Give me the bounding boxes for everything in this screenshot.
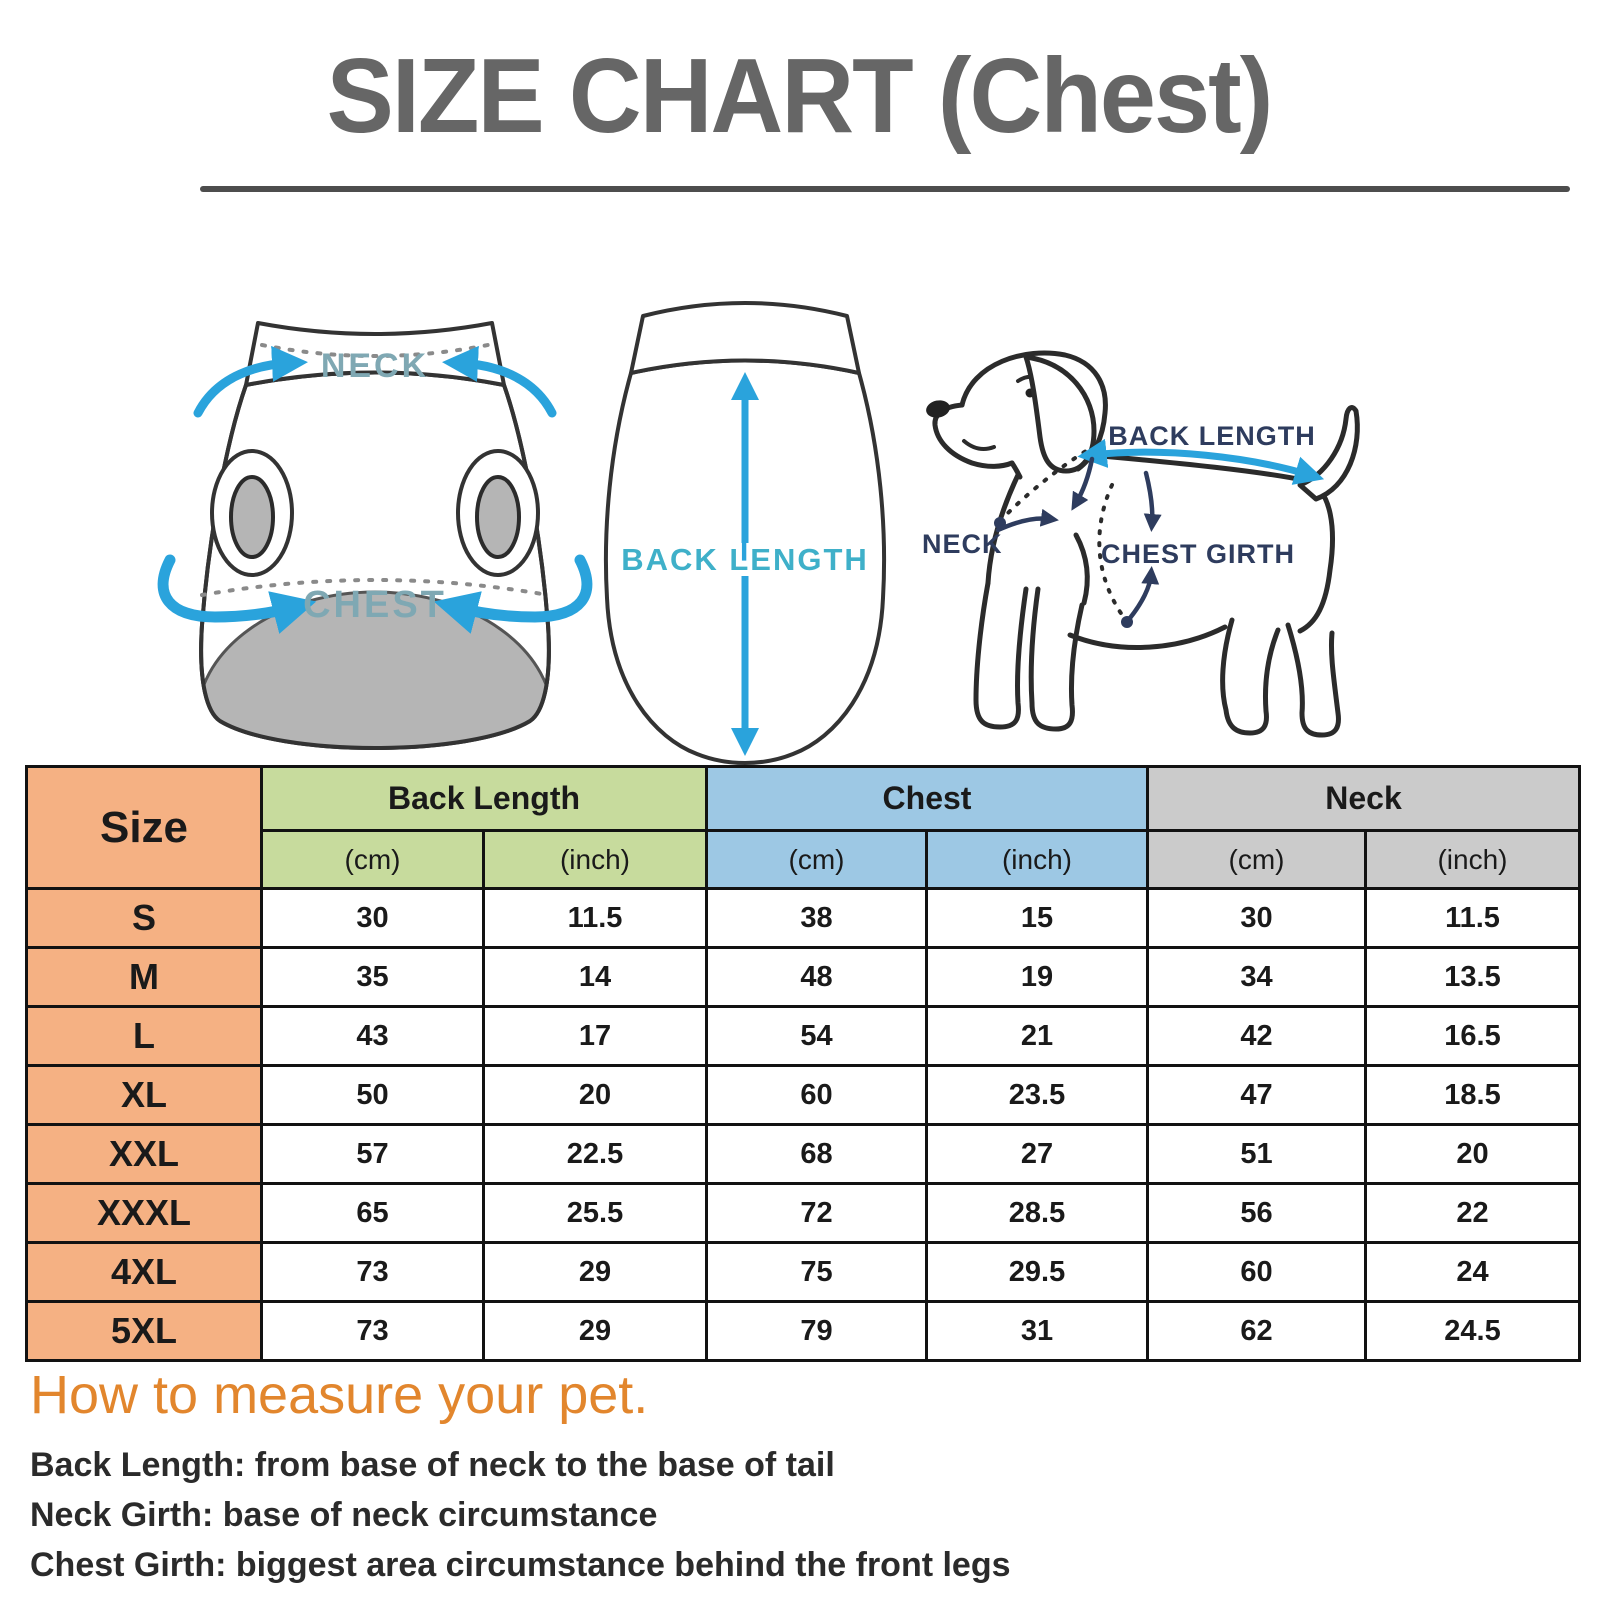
neck-cm-header: (cm): [1148, 831, 1366, 889]
back-cm-cell: 50: [262, 1066, 484, 1125]
chest-girth-definition: Chest Girth: biggest area circumstance behind the front legs: [30, 1546, 1011, 1584]
chest-inch-cell: 19: [927, 948, 1148, 1007]
neck-cm-cell: 56: [1148, 1184, 1366, 1243]
size-cell: 4XL: [27, 1243, 262, 1302]
back-inch-header: (inch): [484, 831, 707, 889]
back-cm-cell: 57: [262, 1125, 484, 1184]
garment-front-diagram: [140, 265, 610, 760]
neck-inch-cell: 13.5: [1366, 948, 1580, 1007]
back-length-label: BACK LENGTH: [621, 542, 869, 577]
chest-inch-cell: 27: [927, 1125, 1148, 1184]
front-neck-label: NECK: [320, 347, 430, 385]
dog-nose: [924, 398, 951, 420]
chest-cm-cell: 75: [707, 1243, 927, 1302]
back-inch-cell: 25.5: [484, 1184, 707, 1243]
neck-group-header: Neck: [1148, 767, 1580, 831]
neck-inch-cell: 22: [1366, 1184, 1580, 1243]
neck-inch-cell: 20: [1366, 1125, 1580, 1184]
neck-cm-cell: 47: [1148, 1066, 1366, 1125]
size-cell: XXL: [27, 1125, 262, 1184]
chest-top-arrow-icon: [1146, 473, 1152, 523]
dog-mouth: [964, 441, 994, 449]
dog-diagram: [880, 325, 1420, 765]
chest-up-arrow-icon: [1130, 575, 1151, 618]
neck-cm-cell: 60: [1148, 1243, 1366, 1302]
chest-cm-header: (cm): [707, 831, 927, 889]
neck-cm-cell: 34: [1148, 948, 1366, 1007]
dog-neck-label: NECK: [922, 529, 1003, 559]
table-row: [27, 889, 1580, 948]
neck-inch-cell: 24.5: [1366, 1302, 1580, 1361]
chest-inch-cell: 15: [927, 889, 1148, 948]
back-inch-cell: 29: [484, 1302, 707, 1361]
chest-cm-cell: 79: [707, 1302, 927, 1361]
measure-instructions: [30, 1364, 1570, 1590]
back-inch-cell: 11.5: [484, 889, 707, 948]
chest-inch-cell: 31: [927, 1302, 1148, 1361]
back-cm-cell: 43: [262, 1007, 484, 1066]
dog-chest-girth-label: CHEST GIRTH: [1100, 539, 1296, 569]
chest-inch-cell: 23.5: [927, 1066, 1148, 1125]
back-length-group-header: Back Length: [262, 767, 707, 831]
dog-back-length-label: BACK LENGTH: [1108, 421, 1316, 451]
chest-cm-cell: 68: [707, 1125, 927, 1184]
table-row: [27, 1007, 1580, 1066]
neck-cm-cell: 30: [1148, 889, 1366, 948]
back-cm-cell: 30: [262, 889, 484, 948]
back-cm-cell: 73: [262, 1243, 484, 1302]
chest-cm-cell: 54: [707, 1007, 927, 1066]
neck-inch-cell: 18.5: [1366, 1066, 1580, 1125]
size-cell: XXXL: [27, 1184, 262, 1243]
back-cm-cell: 73: [262, 1302, 484, 1361]
neck-inch-cell: 11.5: [1366, 889, 1580, 948]
table-row: [27, 1125, 1580, 1184]
table-row: [27, 1184, 1580, 1243]
back-cm-header: (cm): [262, 831, 484, 889]
back-inch-cell: 17: [484, 1007, 707, 1066]
neck-inch-header: (inch): [1366, 831, 1580, 889]
neck-cm-cell: 62: [1148, 1302, 1366, 1361]
back-inch-cell: 20: [484, 1066, 707, 1125]
size-cell: XL: [27, 1066, 262, 1125]
chest-inch-cell: 28.5: [927, 1184, 1148, 1243]
page-title: SIZE CHART (Chest): [326, 37, 1272, 155]
table-row: [27, 1302, 1580, 1361]
back-cm-cell: 35: [262, 948, 484, 1007]
neck-cm-cell: 51: [1148, 1125, 1366, 1184]
table-row: [27, 948, 1580, 1007]
armhole-right: [458, 451, 538, 575]
chest-inch-cell: 29.5: [927, 1243, 1148, 1302]
title-divider: [200, 186, 1570, 192]
back-cm-cell: 65: [262, 1184, 484, 1243]
garment-back-diagram: [575, 268, 915, 773]
neck-cm-cell: 42: [1148, 1007, 1366, 1066]
back-length-definition: Back Length: from base of neck to the base of tail: [30, 1446, 835, 1484]
size-cell: L: [27, 1007, 262, 1066]
armhole-left: [212, 451, 292, 575]
chest-cm-cell: 72: [707, 1184, 927, 1243]
back-inch-cell: 22.5: [484, 1125, 707, 1184]
back-neck-band: [631, 303, 859, 373]
back-inch-cell: 14: [484, 948, 707, 1007]
chest-group-header: Chest: [707, 767, 1148, 831]
chest-inch-header: (inch): [927, 831, 1148, 889]
neck-inch-cell: 16.5: [1366, 1007, 1580, 1066]
chest-cm-cell: 60: [707, 1066, 927, 1125]
chest-cm-cell: 38: [707, 889, 927, 948]
back-inch-cell: 29: [484, 1243, 707, 1302]
neck-inch-cell: 24: [1366, 1243, 1580, 1302]
group-header-row: [27, 767, 1580, 831]
table-row: [27, 1243, 1580, 1302]
neck-girth-definition: Neck Girth: base of neck circumstance: [30, 1496, 658, 1534]
size-cell: S: [27, 889, 262, 948]
front-chest-label: CHEST: [303, 584, 447, 626]
table-row: [27, 1066, 1580, 1125]
size-table: [25, 765, 1581, 1362]
chest-inch-cell: 21: [927, 1007, 1148, 1066]
size-cell: 5XL: [27, 1302, 262, 1361]
size-cell: M: [27, 948, 262, 1007]
chest-cm-cell: 48: [707, 948, 927, 1007]
size-column-header: Size: [27, 767, 262, 889]
footer-heading: How to measure your pet.: [30, 1365, 649, 1425]
